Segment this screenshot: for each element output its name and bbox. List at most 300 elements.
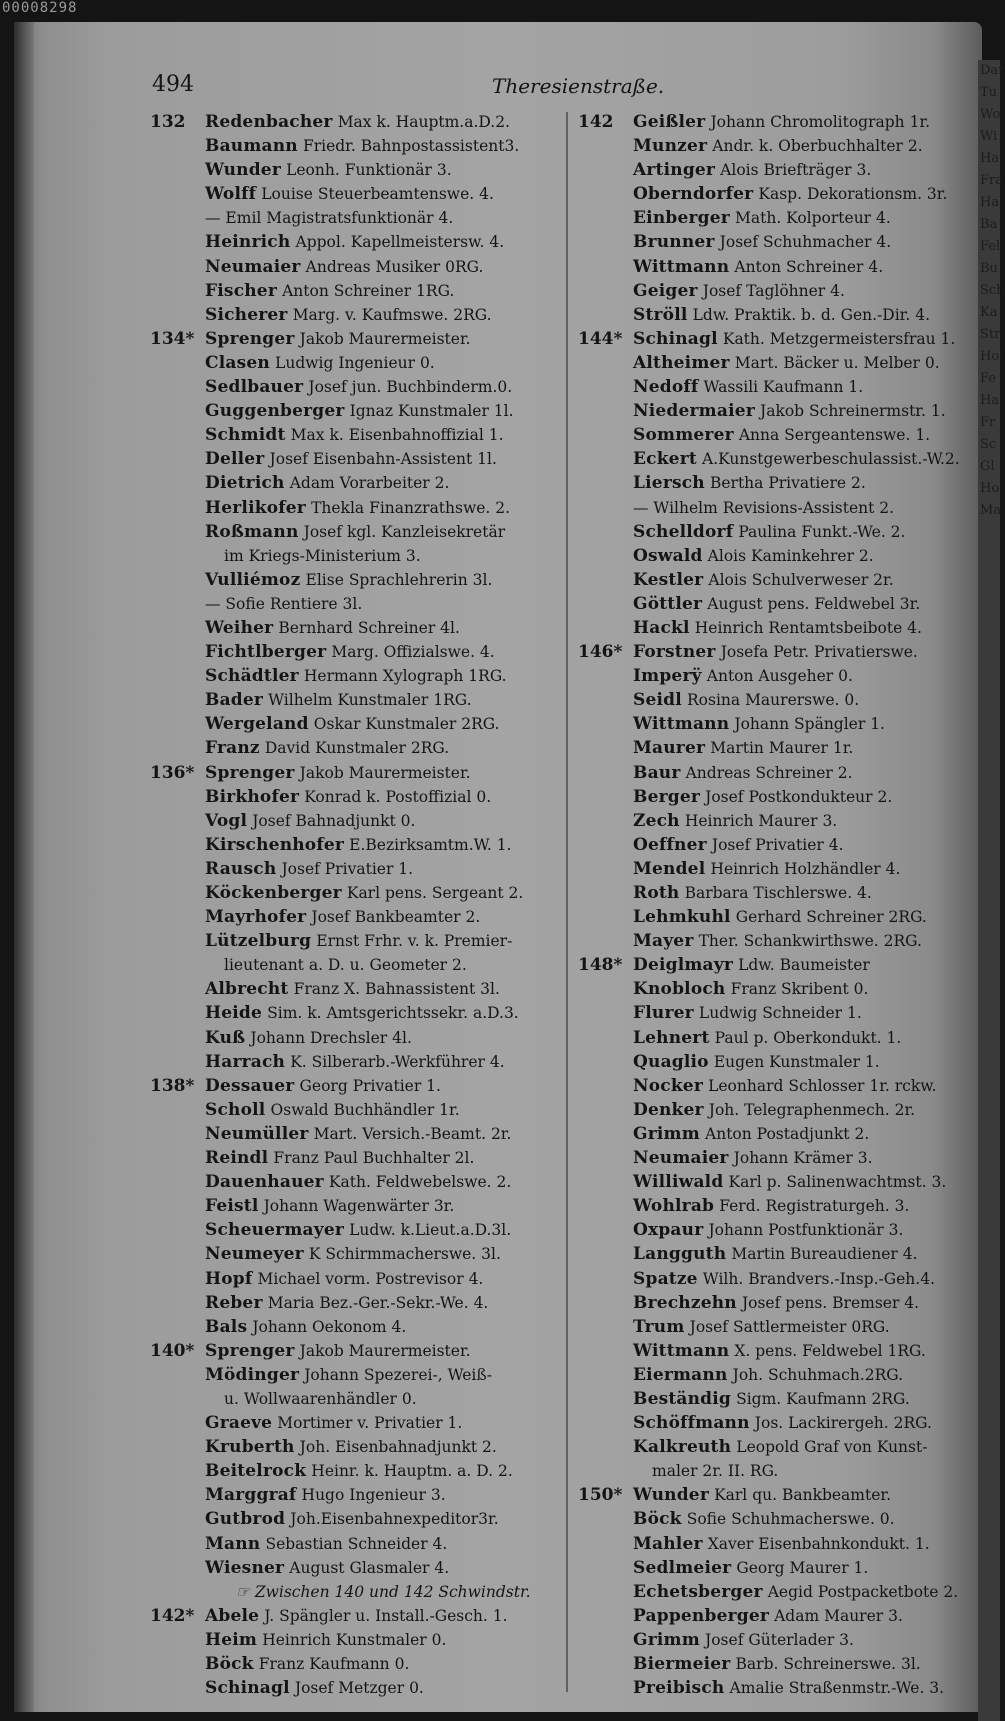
resident-surname: Harrach	[205, 1051, 286, 1072]
resident-details: X. pens. Feldwebel 1RG.	[734, 1341, 926, 1360]
resident-details: Oswald Buchhändler 1r.	[270, 1100, 460, 1119]
resident-details: Johann Krämer 3.	[733, 1149, 873, 1168]
resident-details: Joh.Eisenbahnexpeditor3r.	[290, 1510, 499, 1529]
directory-entry	[578, 640, 972, 664]
resident-details: Andreas Schreiner 2.	[685, 763, 853, 782]
house-number: 136*	[150, 762, 195, 783]
resident-details: Sim. k. Amtsgerichtssekr. a.D.3.	[267, 1004, 519, 1023]
resident-surname: Geißler	[633, 112, 706, 132]
directory-entry	[578, 1339, 972, 1363]
resident-surname: Beständig	[633, 1388, 732, 1409]
directory-entry	[578, 785, 972, 809]
resident-surname: Schinagl	[633, 328, 718, 349]
resident-details: Jakob Schreinermstr. 1.	[760, 402, 946, 421]
directory-entry	[578, 134, 972, 158]
directory-entry	[150, 471, 566, 495]
resident-surname: Hopf	[205, 1268, 253, 1289]
resident-surname: Trum	[633, 1316, 685, 1337]
directory-entry	[578, 1026, 972, 1050]
directory-entry	[150, 375, 566, 399]
directory-entry	[150, 833, 566, 857]
directory-entry	[578, 399, 972, 423]
resident-details: Joh. Schuhmach.2RG.	[732, 1365, 904, 1384]
resident-surname: Oberndorfer	[633, 184, 754, 205]
resident-surname: Heinrich	[205, 232, 291, 253]
resident-surname: Heide	[205, 1003, 263, 1024]
resident-surname: Zech	[633, 810, 680, 831]
edge-fragment: Fel	[980, 239, 1001, 254]
resident-details: Martin Bureaudiener 4.	[731, 1245, 918, 1264]
resident-surname: Graeve	[205, 1413, 273, 1434]
resident-details: Louise Steuerbeamtenswe. 4.	[261, 185, 494, 204]
edge-fragment: Hol	[980, 349, 1004, 364]
resident-details: Marg. Offizialswe. 4.	[331, 643, 495, 662]
resident-surname: Köckenberger	[205, 883, 342, 903]
resident-surname: Seidl	[633, 690, 682, 711]
resident-details: Josef jun. Buchbinderm.0.	[308, 378, 513, 397]
directory-entry	[150, 1001, 566, 1025]
edge-fragment: Ka	[980, 305, 998, 320]
resident-surname: Herlikofer	[205, 497, 306, 518]
resident-details: Leopold Graf von Kunst-	[736, 1438, 928, 1457]
resident-details: Amalie Straßenmstr.-We. 3.	[729, 1679, 945, 1698]
directory-entry	[150, 1507, 566, 1531]
resident-details: Johann Wagenwärter 3r.	[263, 1197, 455, 1216]
resident-details: Ludwig Ingenieur 0.	[275, 353, 435, 372]
resident-surname: Vogl	[205, 810, 248, 831]
directory-entry	[150, 1146, 566, 1170]
resident-surname: Dietrich	[205, 473, 285, 494]
directory-entry	[578, 303, 972, 327]
resident-details: Adam Maurer 3.	[774, 1606, 903, 1625]
house-number: 132	[150, 112, 186, 132]
resident-surname: Guggenberger	[205, 401, 345, 422]
edge-fragment: Str	[980, 327, 1001, 342]
resident-surname: Wergeland	[205, 714, 309, 735]
resident-details: Johann Oekonom 4.	[252, 1317, 407, 1336]
directory-entry	[578, 544, 972, 568]
resident-surname: Maurer	[633, 738, 706, 759]
resident-surname: Sicherer	[205, 304, 288, 325]
resident-details: Kasp. Dekorationsm. 3r.	[758, 185, 948, 204]
resident-surname: Niedermaier	[633, 401, 755, 422]
resident-surname: Pappenberger	[633, 1605, 770, 1626]
resident-details: Josef Sattlermeister 0RG.	[689, 1317, 890, 1336]
directory-entry	[578, 881, 972, 905]
resident-details: Paulina Funkt.-We. 2.	[738, 522, 906, 541]
directory-entry	[150, 1339, 566, 1363]
resident-details: Johann Spezerei-, Weiß-	[304, 1365, 492, 1384]
directory-entry	[578, 1507, 972, 1531]
resident-surname: Gutbrod	[205, 1509, 286, 1530]
directory-entry	[150, 110, 566, 134]
resident-surname: Hackl	[633, 617, 690, 638]
directory-entry	[150, 929, 566, 953]
resident-surname: Biermeier	[633, 1654, 731, 1674]
resident-surname: Vulliémoz	[205, 569, 301, 590]
resident-details: Jos. Lackirergeh. 2RG.	[754, 1414, 932, 1433]
directory-entry	[578, 375, 972, 399]
resident-details: Ernst Frhr. v. k. Premier-	[316, 932, 513, 951]
directory-entry	[150, 1556, 566, 1580]
resident-surname: Schinagl	[205, 1678, 290, 1699]
resident-details: K. Silberarb.-Werkführer 4.	[290, 1052, 505, 1071]
directory-entry	[150, 544, 566, 568]
resident-details: Karl p. Salinenwachtmst. 3.	[728, 1173, 947, 1192]
resident-details: August Glasmaler 4.	[289, 1558, 450, 1577]
resident-details: Kath. Metzgermeistersfrau 1.	[722, 329, 956, 348]
resident-details: Leonh. Funktionär 3.	[286, 161, 452, 180]
directory-entry	[578, 351, 972, 375]
directory-entry	[150, 1580, 566, 1604]
resident-surname: Kirschenhofer	[205, 834, 345, 855]
resident-details: Eugen Kunstmaler 1.	[713, 1052, 880, 1071]
directory-entry	[150, 447, 566, 471]
resident-surname: Wunder	[205, 160, 281, 181]
resident-details: Anton Schreiner 4.	[734, 257, 884, 276]
resident-surname: Wolff	[205, 184, 257, 205]
page-number: 494	[152, 72, 194, 97]
resident-surname: Neumüller	[205, 1123, 309, 1144]
directory-entry	[578, 496, 972, 520]
directory-entry	[150, 953, 566, 977]
directory-entry	[578, 110, 972, 134]
resident-surname: Reindl	[205, 1148, 269, 1169]
resident-details: Ignaz Kunstmaler 1l.	[349, 402, 514, 421]
edge-fragment: Fra	[980, 173, 1003, 188]
resident-details: Johann Drechsler 4l.	[250, 1028, 412, 1047]
resident-details: Wassili Kaufmann 1.	[703, 378, 864, 397]
directory-entry	[150, 736, 566, 760]
directory-entry	[578, 1411, 972, 1435]
resident-surname: Albrecht	[205, 979, 289, 1000]
directory-entry	[150, 664, 566, 688]
resident-details: Mart. Bäcker u. Melber 0.	[734, 353, 940, 372]
resident-details: Josef Bahnadjunkt 0.	[252, 811, 416, 830]
edge-fragment: Ha	[980, 151, 1000, 166]
directory-entry	[578, 423, 972, 447]
resident-details: Anton Schreiner 1RG.	[282, 281, 455, 300]
resident-details: Joh. Telegraphenmech. 2r.	[708, 1100, 916, 1119]
left-column	[150, 110, 566, 1700]
resident-surname: Clasen	[205, 352, 270, 373]
resident-details: lieutenant a. D. u. Geometer 2.	[224, 956, 467, 975]
edge-fragment: Fr	[980, 415, 996, 430]
resident-surname: Brechzehn	[633, 1292, 737, 1313]
resident-surname: Neumaier	[633, 1148, 729, 1169]
resident-details: Bertha Privatiere 2.	[709, 474, 866, 493]
resident-details: maler 2r. II. RG.	[652, 1462, 779, 1481]
resident-surname: Lehmkuhl	[633, 907, 731, 928]
directory-entry	[150, 712, 566, 736]
resident-surname: Kruberth	[205, 1437, 295, 1458]
directory-entry	[578, 1387, 972, 1411]
resident-details: Franz Paul Buchhalter 2l.	[273, 1149, 475, 1168]
resident-surname: Langguth	[633, 1244, 727, 1265]
directory-entry	[150, 134, 566, 158]
resident-details: Johann Chromolitograph 1r.	[710, 113, 931, 131]
resident-details: Sigm. Kaufmann 2RG.	[736, 1389, 910, 1408]
directory-entry	[578, 1291, 972, 1315]
edge-fragment: Ba	[980, 217, 998, 232]
resident-details: Hermann Xylograph 1RG.	[303, 667, 507, 686]
directory-entry	[578, 1050, 972, 1074]
directory-entry	[150, 905, 566, 929]
directory-entry	[150, 1652, 566, 1676]
resident-details: im Kriegs-Ministerium 3.	[224, 546, 421, 565]
resident-details: Sebastian Schneider 4.	[265, 1534, 448, 1553]
directory-entry	[150, 977, 566, 1001]
resident-surname: Schmidt	[205, 425, 286, 446]
directory-entry	[150, 351, 566, 375]
directory-entry	[150, 1459, 566, 1483]
resident-surname: Rausch	[205, 858, 277, 879]
resident-details: Heinrich Holzhändler 4.	[710, 859, 901, 878]
resident-details: Xaver Eisenbahnkondukt. 1.	[707, 1534, 930, 1553]
resident-surname: Baur	[633, 762, 681, 783]
resident-surname: Eiermann	[633, 1364, 728, 1385]
directory-entry	[150, 1218, 566, 1242]
resident-surname: Böck	[633, 1509, 682, 1530]
resident-surname: Bals	[205, 1316, 248, 1337]
directory-entry	[578, 761, 972, 785]
edge-fragment: Gl	[980, 459, 995, 474]
edge-fragment: Ha	[980, 393, 1000, 408]
directory-entry	[578, 929, 972, 953]
directory-entry	[578, 1435, 972, 1459]
directory-entry	[150, 1315, 566, 1339]
resident-details: Mortimer v. Privatier 1.	[277, 1414, 463, 1433]
resident-surname: Brunner	[633, 232, 715, 253]
resident-details: Ldw. Praktik. b. d. Gen.-Dir. 4.	[692, 305, 931, 324]
resident-surname: Roßmann	[205, 521, 299, 542]
house-number: 140*	[150, 1340, 195, 1361]
directory-entry	[150, 592, 566, 616]
directory-entry	[578, 447, 972, 471]
resident-surname: Sedlmeier	[633, 1557, 732, 1578]
directory-entry	[578, 1556, 972, 1580]
resident-details: Friedr. Bahnpostassistent3.	[302, 137, 520, 156]
resident-details: Josef Schuhmacher 4.	[719, 233, 892, 252]
directory-entry	[150, 399, 566, 423]
resident-surname: Wohlrab	[633, 1196, 715, 1217]
directory-entry	[578, 158, 972, 182]
resident-details: Max k. Eisenbahnoffizial 1.	[290, 426, 504, 445]
resident-surname: Oeffner	[633, 834, 707, 855]
resident-surname: Preibisch	[633, 1678, 725, 1699]
edge-fragment: Bu	[980, 261, 998, 276]
resident-details: Josef Taglöhner 4.	[702, 281, 845, 300]
resident-surname: Wittmann	[633, 256, 730, 277]
resident-details: Michael vorm. Postrevisor 4.	[257, 1269, 484, 1288]
resident-surname: Scheuermayer	[205, 1220, 344, 1241]
resident-details: Hugo Ingenieur 3.	[301, 1486, 446, 1505]
resident-surname: Sommerer	[633, 425, 734, 446]
edge-fragment: Ha	[980, 195, 1000, 210]
directory-entry	[150, 206, 566, 230]
resident-details: E.Bezirksamtm.W. 1.	[349, 835, 512, 854]
resident-details: Anton Ausgeher 0.	[706, 667, 853, 686]
resident-surname: Heim	[205, 1629, 258, 1650]
resident-details: Jakob Maurermeister.	[299, 763, 471, 782]
resident-details: Josef Postkondukteur 2.	[705, 787, 893, 806]
resident-details: Max k. Hauptm.a.D.2.	[337, 113, 510, 131]
resident-surname: Dessauer	[205, 1075, 295, 1096]
resident-surname: Kuß	[205, 1027, 246, 1048]
resident-details: Leonhard Schlosser 1r. rckw.	[708, 1076, 937, 1095]
directory-entry	[578, 1267, 972, 1291]
resident-details: A.Kunstgewerbeschulassist.-W.2.	[702, 450, 960, 469]
resident-details: Elise Sprachlehrerin 3l.	[305, 570, 493, 589]
directory-entry	[150, 1122, 566, 1146]
resident-surname: Grimm	[633, 1629, 700, 1650]
edge-fragment: Wi	[980, 129, 998, 144]
directory-entry	[578, 182, 972, 206]
resident-surname: Quaglio	[633, 1051, 709, 1072]
directory-entry	[150, 303, 566, 327]
resident-surname: Feistl	[205, 1196, 259, 1217]
resident-surname: Weiher	[205, 617, 274, 638]
resident-details: Konrad k. Postoffizial 0.	[304, 787, 492, 806]
resident-details: Josefa Petr. Privatierswe.	[720, 643, 918, 662]
resident-surname: Beitelrock	[205, 1461, 307, 1482]
resident-surname: Kestler	[633, 569, 704, 590]
resident-details: Anna Sergeantenswe. 1.	[738, 426, 931, 445]
resident-details: Josef Eisenbahn-Assistent 1l.	[269, 450, 497, 469]
directory-entry	[150, 158, 566, 182]
directory-entry	[578, 592, 972, 616]
directory-entry	[150, 1435, 566, 1459]
resident-surname: Fichtlberger	[205, 642, 327, 663]
directory-entry	[578, 520, 972, 544]
directory-entry	[578, 1218, 972, 1242]
resident-details: August pens. Feldwebel 3r.	[707, 594, 921, 613]
book-spine	[14, 22, 34, 1712]
directory-entry	[150, 1026, 566, 1050]
resident-details: Wilhelm Kunstmaler 1RG.	[268, 691, 472, 710]
directory-entry	[578, 857, 972, 881]
directory-entry	[150, 640, 566, 664]
directory-entry	[150, 520, 566, 544]
resident-details: Alois Kaminkehrer 2.	[707, 546, 874, 565]
resident-details: Marg. v. Kaufmswe. 2RG.	[292, 305, 492, 324]
resident-surname: Wittmann	[633, 1340, 730, 1361]
resident-surname: Baumann	[205, 136, 298, 157]
resident-details: Heinr. k. Hauptm. a. D. 2.	[311, 1462, 513, 1481]
directory-entry	[578, 905, 972, 929]
resident-surname: Oxpaur	[633, 1220, 704, 1241]
resident-surname: Mayrhofer	[205, 907, 307, 928]
directory-entry	[578, 230, 972, 254]
resident-details: Sofie Schuhmacherswe. 0.	[686, 1510, 895, 1529]
resident-details: Aegid Postpacketbote 2.	[767, 1582, 959, 1601]
resident-details: Anton Postadjunkt 2.	[705, 1124, 870, 1143]
directory-entry	[578, 255, 972, 279]
resident-details: — Wilhelm Revisions-Assistent 2.	[633, 498, 895, 517]
directory-entry	[150, 616, 566, 640]
house-number: 142*	[150, 1605, 195, 1626]
resident-surname: Deller	[205, 449, 265, 470]
resident-surname: Schädtler	[205, 666, 299, 687]
resident-details: Heinrich Kunstmaler 0.	[262, 1630, 447, 1649]
house-number: 134*	[150, 328, 195, 349]
directory-entry	[578, 736, 972, 760]
resident-surname: Redenbacher	[205, 112, 333, 132]
house-number: 148*	[578, 955, 623, 976]
resident-details: Ther. Schankwirthswe. 2RG.	[698, 932, 922, 951]
resident-details: Ludw. k.Lieut.a.D.3l.	[349, 1221, 512, 1240]
resident-details: Jakob Maurermeister.	[299, 329, 471, 348]
resident-surname: Denker	[633, 1099, 704, 1120]
edge-fragment: Fe	[980, 371, 997, 386]
resident-details: Barb. Schreinerswe. 3l.	[735, 1655, 921, 1673]
directory-entry	[150, 1291, 566, 1315]
directory-entry	[150, 1676, 566, 1700]
directory-entry	[578, 809, 972, 833]
resident-surname: Sprenger	[205, 762, 295, 783]
directory-entry	[578, 1146, 972, 1170]
resident-surname: Mahler	[633, 1533, 703, 1554]
directory-entry	[150, 1170, 566, 1194]
directory-entry	[578, 206, 972, 230]
directory-entry	[578, 688, 972, 712]
edge-fragment: Sc	[980, 437, 997, 452]
directory-entry	[150, 761, 566, 785]
resident-details: Bernhard Schreiner 4l.	[278, 618, 460, 637]
resident-surname: Wittmann	[633, 714, 730, 735]
directory-entry	[578, 327, 972, 351]
resident-details: Karl qu. Bankbeamter.	[714, 1486, 892, 1505]
resident-surname: Sprenger	[205, 1340, 295, 1361]
directory-entry	[578, 833, 972, 857]
resident-details: Franz Kaufmann 0.	[258, 1655, 410, 1673]
resident-surname: Göttler	[633, 593, 703, 614]
resident-surname: Eckert	[633, 449, 697, 470]
directory-entry	[150, 688, 566, 712]
resident-surname: Lehnert	[633, 1027, 710, 1048]
resident-details: Ldw. Baumeister	[738, 956, 870, 975]
directory-entry	[578, 616, 972, 640]
page-header	[152, 72, 952, 106]
house-number: 150*	[578, 1485, 623, 1506]
resident-details: Ludwig Schneider 1.	[698, 1004, 862, 1023]
resident-surname: Mayer	[633, 931, 694, 952]
resident-surname: Williwald	[633, 1172, 724, 1193]
resident-surname: Neumaier	[205, 256, 301, 277]
resident-details: Mart. Versich.-Beamt. 2r.	[313, 1124, 512, 1143]
scan-id: 00008298	[2, 0, 78, 16]
directory-entry	[578, 953, 972, 977]
facing-page-edge	[978, 60, 1005, 1721]
directory-entry	[150, 1387, 566, 1411]
directory-entry	[578, 1122, 972, 1146]
resident-details: Joh. Eisenbahnadjunkt 2.	[299, 1438, 497, 1457]
directory-entry	[578, 1098, 972, 1122]
resident-details: J. Spängler u. Install.-Gesch. 1.	[264, 1606, 508, 1625]
resident-details: Andreas Musiker 0RG.	[305, 257, 484, 276]
resident-details: Appol. Kapellmeistersw. 4.	[295, 233, 505, 252]
resident-surname: Sedlbauer	[205, 377, 304, 398]
directory-entry	[578, 1363, 972, 1387]
resident-details: Josef kgl. Kanzleisekretär	[303, 522, 506, 541]
directory-entry	[578, 712, 972, 736]
directory-entry	[150, 857, 566, 881]
resident-surname: Einberger	[633, 208, 730, 229]
directory-entry	[150, 496, 566, 520]
edge-fragment: Ho	[980, 481, 1000, 496]
resident-surname: Kalkreuth	[633, 1437, 732, 1458]
directory-entry	[578, 1580, 972, 1604]
